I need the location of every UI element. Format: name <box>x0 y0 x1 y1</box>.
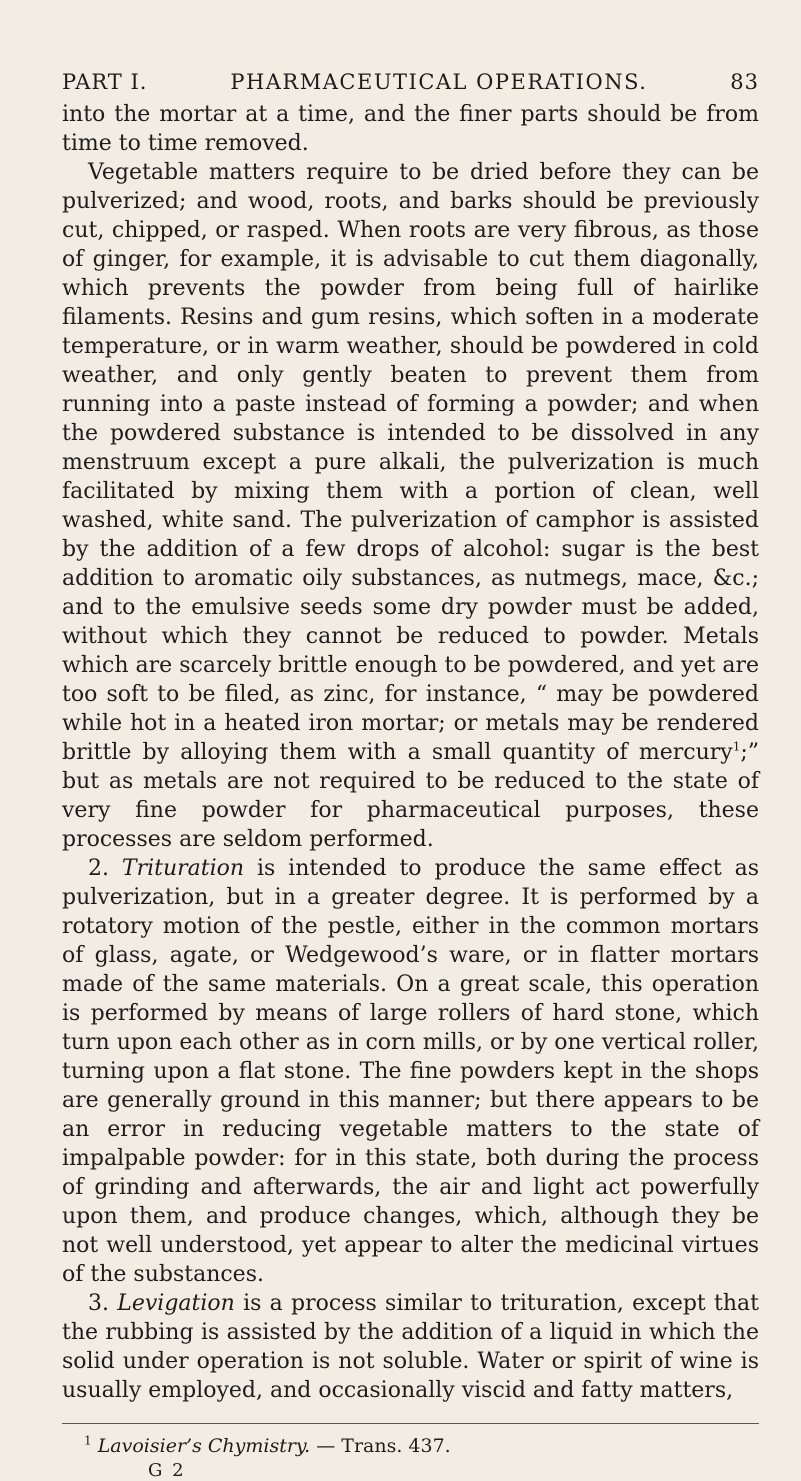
body-text <box>62 100 759 1405</box>
term-levigation: Levigation <box>117 1291 235 1316</box>
page-number: 83 <box>730 70 759 94</box>
paragraph-text: Vegetable matters require to be dried before they can be pulverized; and wood, roots, and barks should be previously cut, chipped, or rasped. When roots are very fibrous, as those of ginger, for example, it is advisable to cut them diagonally, which prevents the powder from being full of hairlike filaments. Resins and gum resins, which soften in a moderate temperature, or in warm weather, should be powdered in cold weather, and only gently beaten to prevent them from running into a paste instead of forming a powder; and when the powdered substance is intended to be dissolved in any menstruum except a pure alkali, the pulverization is much facilitated by mixing them with a portion of clean, well washed, white sand. The pulverization of camphor is assisted by the addition of a few drops of alcohol: sugar is the best addition to aromatic oily substances, as nutmegs, mace, &c.; and to the emulsive seeds some dry powder must be added, without which they cannot be reduced to powder. Metals which are scarcely brittle enough to be powdered, and yet are too soft to be filed, as zinc, for instance, “ may be powdered while hot in a heated iron mortar; or metals may be rendered brittle by alloying them with a small quantity of mercury <box>62 160 759 765</box>
running-title: PHARMACEUTICAL OPERATIONS. <box>230 70 648 94</box>
paragraph-continuation: into the mortar at a time, and the finer parts should be from time to time removed. <box>62 102 759 156</box>
paragraph-trituration <box>62 854 759 1289</box>
section-number: 2. <box>88 856 109 881</box>
paragraph-text: is intended to produce the same effect as pulverization, but in a greater degree. It is performed by a rotatory motion of the pestle, either in the common mortars of glass, agate, or Wedgewood’s ware, or in flatter mortars made of the same materials. On a great scale, this operation is performed by means of large rollers of hard stone, which turn upon each other as in corn mills, or by one vertical roller, turning upon a flat stone. The fine powders kept in the shops are generally ground in this manner; but there appears to be an error in reducing vegetable matters to the state of impalpable powder: for in this state, both during the process of grinding and afterwards, the air and light act powerfully upon them, and produce changes, which, although they be not well understood, yet appear to alter the medicinal virtues of the substances. <box>62 856 759 1287</box>
paragraph-levigation <box>62 1289 759 1405</box>
paragraph-vegetable-matters <box>62 158 759 854</box>
paragraph-text: is a process similar to trituration, except that the rubbing is assisted by the addition of a liquid in which the solid under operation is not soluble. Water or spirit of wine is usually employed, and occasionally viscid and fatty matters, <box>62 1291 759 1403</box>
paragraph-text-end: ;” but as metals are not required to be reduced to the state of very fine powder for pharmaceutical purposes, these processes are seldom performed. <box>62 740 759 852</box>
footnote-reference: 1 <box>732 739 741 754</box>
footnote-marker: 1 <box>84 1433 92 1448</box>
signature-mark: G 2 <box>148 1460 186 1481</box>
footnote-text: — Trans. 437. <box>310 1435 451 1457</box>
footnote <box>62 1434 759 1458</box>
running-header <box>62 70 759 94</box>
footnote-rule <box>62 1423 759 1424</box>
part-label: PART I. <box>62 70 148 94</box>
footnote-title: Lavoisier’s Chymistry. <box>97 1435 311 1457</box>
term-trituration: Trituration <box>121 856 245 881</box>
section-number: 3. <box>88 1291 109 1316</box>
